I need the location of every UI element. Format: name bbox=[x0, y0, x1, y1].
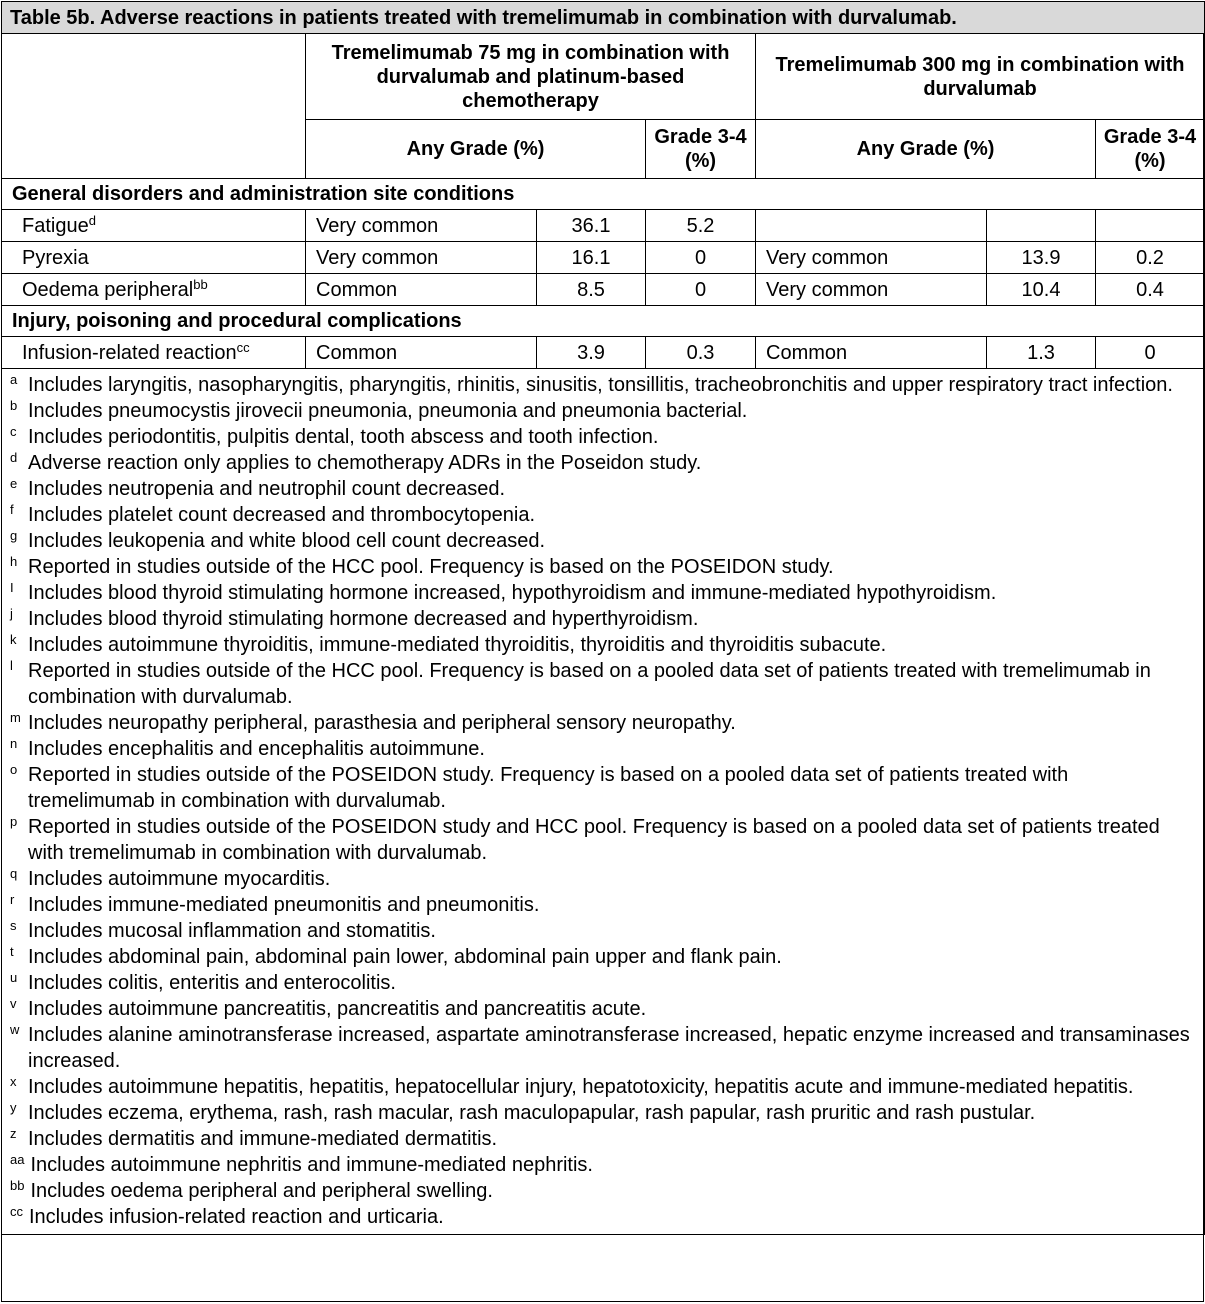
frequency-75mg: Very common bbox=[306, 210, 537, 242]
grade34-75mg: 0 bbox=[646, 274, 756, 306]
footnote-text: Includes autoimmune hepatitis, hepatitis, hepatocellular injury, hepatotoxicity, hepatitis acute and immune-mediated hepatitis. bbox=[28, 1076, 1134, 1098]
footnote-text: Reported in studies outside of the HCC pool. Frequency is based on the POSEIDON study. bbox=[28, 556, 834, 578]
footnote-marker: d bbox=[10, 450, 18, 465]
footnote-text: Includes neutropenia and neutrophil count decreased. bbox=[28, 478, 506, 500]
adverse-reaction-cell bbox=[2, 210, 306, 242]
frequency-75mg: Common bbox=[306, 274, 537, 306]
footnote-text: Includes dermatitis and immune-mediated dermatitis. bbox=[28, 1128, 498, 1150]
any-grade-75mg: 16.1 bbox=[537, 242, 646, 274]
footnote-marker: q bbox=[10, 866, 18, 881]
footnote-marker: j bbox=[10, 606, 13, 621]
adverse-reaction-cell bbox=[2, 274, 306, 306]
any-grade-300mg: 10.4 bbox=[987, 274, 1096, 306]
footnote-marker: u bbox=[10, 970, 18, 985]
footnote bbox=[10, 424, 1196, 450]
footnote bbox=[10, 866, 1196, 892]
footnote bbox=[10, 606, 1196, 632]
footnote bbox=[10, 918, 1196, 944]
footnote-marker: e bbox=[10, 476, 18, 491]
any-grade-header-75mg: Any Grade (%) bbox=[306, 120, 646, 179]
adverse-reactions-table bbox=[1, 1, 1205, 1235]
footnote-marker: d bbox=[88, 212, 96, 228]
adverse-reactions-document bbox=[1, 1, 1204, 1302]
any-grade-300mg bbox=[987, 210, 1096, 242]
any-grade-75mg: 8.5 bbox=[537, 274, 646, 306]
adverse-reaction-name: Oedema peripheral bbox=[22, 278, 194, 301]
footnote bbox=[10, 1022, 1196, 1074]
footnote-marker: k bbox=[10, 632, 17, 647]
grade34-header-75mg: Grade 3-4 (%) bbox=[646, 120, 756, 179]
footnote-marker: x bbox=[10, 1074, 17, 1089]
footnote-text: Includes autoimmune myocarditis. bbox=[28, 868, 331, 890]
footnote-text: Includes immune-mediated pneumonitis and pneumonitis. bbox=[28, 894, 540, 916]
grade34-300mg: 0.2 bbox=[1096, 242, 1205, 274]
section-row bbox=[2, 179, 1205, 210]
footnote-text: Includes leukopenia and white blood cell count decreased. bbox=[28, 530, 546, 552]
footnote-text: Includes infusion-related reaction and urticaria. bbox=[29, 1206, 444, 1228]
footnote-text: Includes encephalitis and encephalitis autoimmune. bbox=[28, 738, 485, 760]
footnote-text: Includes eczema, erythema, rash, rash macular, rash maculopapular, rash papular, rash pruritic and rash pustular. bbox=[28, 1102, 1036, 1124]
footnote bbox=[10, 892, 1196, 918]
footnote-text: Includes alanine aminotransferase increased, aspartate aminotransferase increased, hepatic enzyme increased and transaminases increased. bbox=[28, 1024, 1190, 1072]
footnote-marker: I bbox=[10, 580, 14, 595]
footnote-text: Includes autoimmune nephritis and immune-mediated nephritis. bbox=[30, 1154, 593, 1176]
footnote-text: Includes oedema peripheral and peripheral swelling. bbox=[30, 1180, 493, 1202]
footnote-text: Includes pneumocystis jirovecii pneumonia, pneumonia and pneumonia bacterial. bbox=[28, 400, 748, 422]
footnote-marker: g bbox=[10, 528, 18, 543]
footnote-marker: l bbox=[10, 658, 13, 673]
footnote-marker: c bbox=[10, 424, 17, 439]
footnote-text: Includes laryngitis, nasopharyngitis, pharyngitis, rhinitis, sinusitis, tonsillitis, tracheobronchitis and upper respiratory tract infection. bbox=[28, 374, 1173, 396]
column-group-header-75mg: Tremelimumab 75 mg in combination with durvalumab and platinum-based chemotherapy bbox=[306, 34, 756, 120]
footnote-marker: z bbox=[10, 1126, 17, 1141]
grade34-75mg: 5.2 bbox=[646, 210, 756, 242]
footnote-marker: s bbox=[10, 918, 17, 933]
table-title: Table 5b. Adverse reactions in patients treated with tremelimumab in combination with durvalumab. bbox=[2, 2, 1205, 34]
footnote bbox=[10, 502, 1196, 528]
footnote bbox=[10, 970, 1196, 996]
grade34-header-300mg: Grade 3-4 (%) bbox=[1096, 120, 1205, 179]
footnote bbox=[10, 1126, 1196, 1152]
footnote-text: Adverse reaction only applies to chemotherapy ADRs in the Poseidon study. bbox=[28, 452, 702, 474]
footnote bbox=[10, 632, 1196, 658]
footnote-text: Includes autoimmune pancreatitis, pancreatitis and pancreatitis acute. bbox=[28, 998, 647, 1020]
footnote bbox=[10, 658, 1196, 710]
any-grade-300mg: 13.9 bbox=[987, 242, 1096, 274]
table-row bbox=[2, 210, 1205, 242]
grade34-300mg: 0 bbox=[1096, 337, 1205, 369]
footnote bbox=[10, 1100, 1196, 1126]
footnote-text: Includes mucosal inflammation and stomatitis. bbox=[28, 920, 436, 942]
footnote-text: Reported in studies outside of the POSEIDON study. Frequency is based on a pooled data set of patients treated with tremelimumab in combination with durvalumab. bbox=[28, 764, 1069, 812]
footnote bbox=[10, 554, 1196, 580]
footnote bbox=[10, 528, 1196, 554]
footnote-text: Reported in studies outside of the POSEIDON study and HCC pool. Frequency is based on a pooled data set of patients treated with tremelimumab in combination with durvalumab. bbox=[28, 816, 1160, 864]
any-grade-75mg: 36.1 bbox=[537, 210, 646, 242]
footnote-marker: aa bbox=[10, 1152, 25, 1167]
footnote bbox=[10, 996, 1196, 1022]
footnote-marker: n bbox=[10, 736, 18, 751]
footnote-text: Includes autoimmune thyroiditis, immune-mediated thyroiditis, thyroiditis and thyroiditis subacute. bbox=[28, 634, 887, 656]
grade34-300mg: 0.4 bbox=[1096, 274, 1205, 306]
footnotes-cell bbox=[2, 369, 1205, 1235]
footnote-marker: f bbox=[10, 502, 14, 517]
footnote-text: Includes platelet count decreased and thrombocytopenia. bbox=[28, 504, 536, 526]
footnote-text: Includes periodontitis, pulpitis dental, tooth abscess and tooth infection. bbox=[28, 426, 659, 448]
adverse-reaction-cell bbox=[2, 337, 306, 369]
footnote bbox=[10, 580, 1196, 606]
table-row bbox=[2, 274, 1205, 306]
footnote bbox=[10, 398, 1196, 424]
adverse-reaction-cell bbox=[2, 242, 306, 274]
frequency-75mg: Common bbox=[306, 337, 537, 369]
footnote-text: Includes abdominal pain, abdominal pain lower, abdominal pain upper and flank pain. bbox=[28, 946, 782, 968]
footnote bbox=[10, 814, 1196, 866]
frequency-300mg: Very common bbox=[756, 242, 987, 274]
footnote bbox=[10, 1178, 1196, 1204]
footnote-marker: y bbox=[10, 1100, 17, 1115]
footnote-marker: bb bbox=[10, 1178, 25, 1193]
section-title: General disorders and administration site conditions bbox=[2, 179, 1205, 210]
adverse-reaction-name: Infusion-related reaction bbox=[22, 341, 237, 364]
footnote-marker: w bbox=[10, 1022, 20, 1037]
grade34-75mg: 0 bbox=[646, 242, 756, 274]
section-row bbox=[2, 306, 1205, 337]
footnote-marker: m bbox=[10, 710, 21, 725]
column-group-header-300mg: Tremelimumab 300 mg in combination with durvalumab bbox=[756, 34, 1205, 120]
footnote bbox=[10, 1204, 1196, 1230]
footnotes-row bbox=[2, 369, 1205, 1235]
footnote-text: Includes blood thyroid stimulating hormone increased, hypothyroidism and immune-mediated hypothyroidism. bbox=[28, 582, 997, 604]
footnote-marker: p bbox=[10, 814, 18, 829]
footnote bbox=[10, 1152, 1196, 1178]
table-row bbox=[2, 242, 1205, 274]
footnote-marker: a bbox=[10, 372, 18, 387]
frequency-75mg: Very common bbox=[306, 242, 537, 274]
footnote-text: Includes colitis, enteritis and enterocolitis. bbox=[28, 972, 396, 994]
grade34-75mg: 0.3 bbox=[646, 337, 756, 369]
frequency-300mg bbox=[756, 210, 987, 242]
adverse-reaction-name: Fatigue bbox=[22, 214, 89, 237]
footnote bbox=[10, 762, 1196, 814]
footnote-marker: v bbox=[10, 996, 17, 1011]
frequency-300mg: Very common bbox=[756, 274, 987, 306]
footnote bbox=[10, 944, 1196, 970]
footnote-marker: cc bbox=[236, 339, 250, 355]
footnote bbox=[10, 372, 1196, 398]
section-title: Injury, poisoning and procedural complications bbox=[2, 306, 1205, 337]
frequency-300mg: Common bbox=[756, 337, 987, 369]
footnote-text: Includes neuropathy peripheral, parasthesia and peripheral sensory neuropathy. bbox=[28, 712, 736, 734]
footnote-marker: cc bbox=[10, 1204, 23, 1219]
footnote-text: Includes blood thyroid stimulating hormone decreased and hyperthyroidism. bbox=[28, 608, 699, 630]
footnote-marker: bb bbox=[193, 276, 208, 292]
adverse-reaction-name: Pyrexia bbox=[22, 246, 89, 269]
footnote-marker: r bbox=[10, 892, 15, 907]
footnote-marker: b bbox=[10, 398, 18, 413]
table-row bbox=[2, 337, 1205, 369]
footnote-marker: t bbox=[10, 944, 14, 959]
footnote bbox=[10, 450, 1196, 476]
footnote bbox=[10, 476, 1196, 502]
any-grade-75mg: 3.9 bbox=[537, 337, 646, 369]
footnote-marker: h bbox=[10, 554, 18, 569]
footnote-marker: o bbox=[10, 762, 18, 777]
footnote bbox=[10, 1074, 1196, 1100]
any-grade-header-300mg: Any Grade (%) bbox=[756, 120, 1096, 179]
grade34-300mg bbox=[1096, 210, 1205, 242]
footnote bbox=[10, 736, 1196, 762]
footnote bbox=[10, 710, 1196, 736]
footnote-text: Reported in studies outside of the HCC pool. Frequency is based on a pooled data set of patients treated with tremelimumab in combination with durvalumab. bbox=[28, 660, 1151, 708]
empty-corner-cell bbox=[2, 34, 306, 179]
any-grade-300mg: 1.3 bbox=[987, 337, 1096, 369]
